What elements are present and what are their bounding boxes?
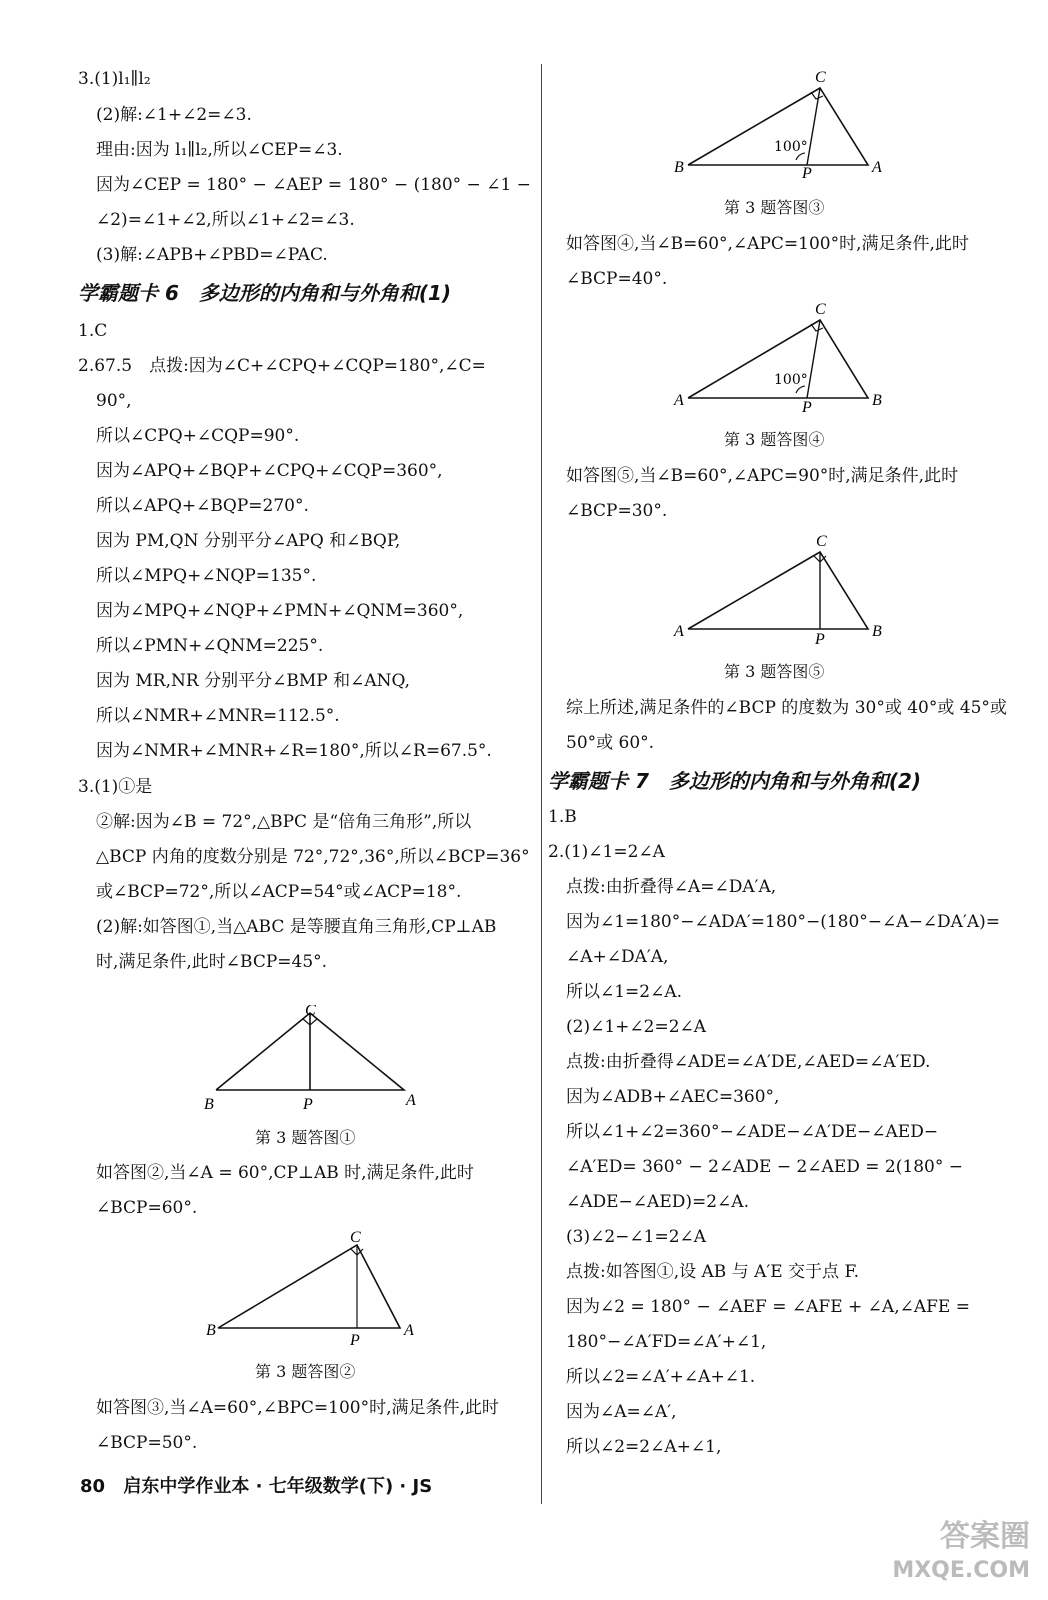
text-line: 所以∠CPQ+∠CQP=90°. [96, 426, 300, 446]
text-line: ∠BCP=60°. [96, 1198, 198, 1218]
vertex-label-b: B [872, 392, 882, 409]
section-title: 学霸题卡 6 多边形的内角和与外角和(1) [78, 281, 452, 305]
text-line: (2)解:∠1+∠2=∠3. [96, 105, 252, 125]
vertex-label-c: C [350, 1229, 361, 1246]
text-line: 所以∠APQ+∠BQP=270°. [96, 496, 309, 516]
text-line: 2.67.5 点拨:因为∠C+∠CPQ+∠CQP=180°,∠C= [78, 356, 486, 376]
figure-caption: 第 3 题答图④ [724, 430, 825, 449]
text-line: 如答图⑤,当∠B=60°,∠APC=90°时,满足条件,此时 [566, 466, 959, 486]
text-line: 点拨:由折叠得∠A=∠DA′A, [566, 877, 777, 897]
text-line: 2.(1)∠1=2∠A [548, 842, 665, 862]
text-line: 所以∠2=∠A′+∠A+∠1. [566, 1367, 756, 1387]
figure-caption: 第 3 题答图① [255, 1128, 356, 1147]
text-line: ∠2)=∠1+∠2,所以∠1+∠2=∠3. [96, 210, 355, 230]
text-line: 180°−∠A′FD=∠A′+∠1, [566, 1332, 767, 1352]
text-line: 因为∠CEP = 180° − ∠AEP = 180° − (180° − ∠1 − [96, 175, 531, 195]
text-line: 所以∠2=2∠A+∠1, [566, 1437, 722, 1457]
vertex-label-a: A [872, 159, 882, 176]
vertex-label-p: P [303, 1096, 313, 1113]
text-line: 或∠BCP=72°,所以∠ACP=54°或∠ACP=18°. [96, 882, 462, 902]
angle-label: 100° [774, 139, 808, 155]
text-line: 所以∠NMR+∠MNR=112.5°. [96, 706, 340, 726]
text-line: △BCP 内角的度数分别是 72°,72°,36°,所以∠BCP=36° [96, 847, 530, 867]
watermark-line: 答案圈 [940, 1519, 1030, 1554]
page-number: 80 [80, 1476, 106, 1497]
section-title: 学霸题卡 7 多边形的内角和与外角和(2) [548, 769, 922, 793]
column-divider [541, 64, 542, 1504]
vertex-label-c: C [815, 301, 826, 318]
text-line: ∠BCP=30°. [566, 501, 668, 521]
figure-2 [200, 1228, 430, 1348]
vertex-label-b: B [204, 1096, 214, 1113]
text-line: 因为∠1=180°−∠ADA′=180°−(180°−∠A−∠DA′A)= [566, 912, 1000, 932]
triangle-outline [218, 1245, 400, 1328]
vertex-label-p: P [815, 631, 825, 648]
figure-caption: 第 3 题答图③ [724, 198, 825, 217]
text-line: ∠A+∠DA′A, [566, 947, 669, 967]
vertex-label-b: B [206, 1322, 216, 1339]
vertex-label-a: A [404, 1322, 414, 1339]
text-line: 因为 PM,QN 分别平分∠APQ 和∠BQP, [96, 531, 401, 551]
text-line: 如答图③,当∠A=60°,∠BPC=100°时,满足条件,此时 [96, 1398, 499, 1418]
vertex-label-b: B [872, 623, 882, 640]
text-line: 因为∠APQ+∠BQP+∠CPQ+∠CQP=360°, [96, 461, 443, 481]
vertex-label-c: C [816, 533, 827, 550]
text-line: 3.(1)①是 [78, 777, 153, 797]
figure-1 [190, 1005, 430, 1115]
text-line: ∠A′ED= 360° − 2∠ADE − 2∠AED = 2(180° − [566, 1157, 963, 1177]
text-line: 所以∠PMN+∠QNM=225°. [96, 636, 324, 656]
text-line: ∠BCP=50°. [96, 1433, 198, 1453]
text-line: 1.B [548, 807, 577, 827]
vertex-label-a: A [674, 623, 684, 640]
text-line: 如答图④,当∠B=60°,∠APC=100°时,满足条件,此时 [566, 234, 969, 254]
text-line: 所以∠MPQ+∠NQP=135°. [96, 566, 317, 586]
cevian-line [807, 320, 820, 398]
text-line: 综上所述,满足条件的∠BCP 的度数为 30°或 40°或 45°或 [566, 698, 1007, 718]
text-line: 点拨:由折叠得∠ADE=∠A′DE,∠AED=∠A′ED. [566, 1052, 931, 1072]
text-line: (2)解:如答图①,当△ABC 是等腰直角三角形,CP⊥AB [96, 917, 497, 937]
vertex-label-b: B [674, 159, 684, 176]
page-footer [80, 1472, 432, 1498]
watermark [892, 1520, 1030, 1588]
angle-label: 100° [774, 372, 808, 388]
text-line: (2)∠1+∠2=2∠A [566, 1017, 707, 1037]
vertex-label-a: A [406, 1092, 416, 1109]
vertex-label-a: A [674, 392, 684, 409]
figure-3 [670, 68, 890, 178]
figure-caption: 第 3 题答图⑤ [724, 662, 825, 681]
text-line: 因为∠2 = 180° − ∠AEF = ∠AFE + ∠A,∠AFE = [566, 1297, 970, 1317]
text-line: 因为 MR,NR 分别平分∠BMP 和∠ANQ, [96, 671, 410, 691]
text-line: (3)∠2−∠1=2∠A [566, 1227, 707, 1247]
figure-caption: 第 3 题答图② [255, 1362, 356, 1381]
text-line: 点拨:如答图①,设 AB 与 A′E 交于点 F. [566, 1262, 860, 1282]
text-line: ②解:因为∠B = 72°,△BPC 是“倍角三角形”,所以 [96, 812, 472, 832]
text-line: 理由:因为 l₁∥l₂,所以∠CEP=∠3. [96, 140, 343, 160]
text-line: 50°或 60°. [566, 733, 655, 753]
vertex-label-c: C [815, 69, 826, 86]
text-line: (3)解:∠APB+∠PBD=∠PAC. [96, 245, 328, 265]
watermark-line: MXQE.COM [892, 1558, 1030, 1583]
text-line: 因为∠MPQ+∠NQP+∠PMN+∠QNM=360°, [96, 601, 464, 621]
vertex-label-p: P [350, 1332, 360, 1348]
vertex-label-p: P [802, 399, 812, 416]
triangle-outline [688, 552, 868, 629]
text-line: ∠BCP=40°. [566, 269, 668, 289]
text-line: 因为∠NMR+∠MNR+∠R=180°,所以∠R=67.5°. [96, 741, 492, 761]
figure-5 [670, 532, 890, 652]
text-line: 因为∠ADB+∠AEC=360°, [566, 1087, 780, 1107]
text-line: 因为∠A=∠A′, [566, 1402, 677, 1422]
text-line: ∠ADE−∠AED)=2∠A. [566, 1192, 749, 1212]
text-line: 时,满足条件,此时∠BCP=45°. [96, 952, 328, 972]
book-title: 启东中学作业本 · 七年级数学(下) · JS [123, 1476, 433, 1497]
figure-4 [670, 298, 890, 418]
vertex-label-p: P [802, 165, 812, 178]
text-line: 1.C [78, 321, 108, 341]
cevian-line [807, 88, 820, 165]
text-line: 3.(1)l₁∥l₂ [78, 69, 151, 89]
text-line: 所以∠1=2∠A. [566, 982, 683, 1002]
text-line: 所以∠1+∠2=360°−∠ADE−∠A′DE−∠AED− [566, 1122, 939, 1142]
vertex-label-c: C [305, 1005, 316, 1019]
text-line: 90°, [96, 391, 132, 411]
text-line: 如答图②,当∠A = 60°,CP⊥AB 时,满足条件,此时 [96, 1163, 474, 1183]
